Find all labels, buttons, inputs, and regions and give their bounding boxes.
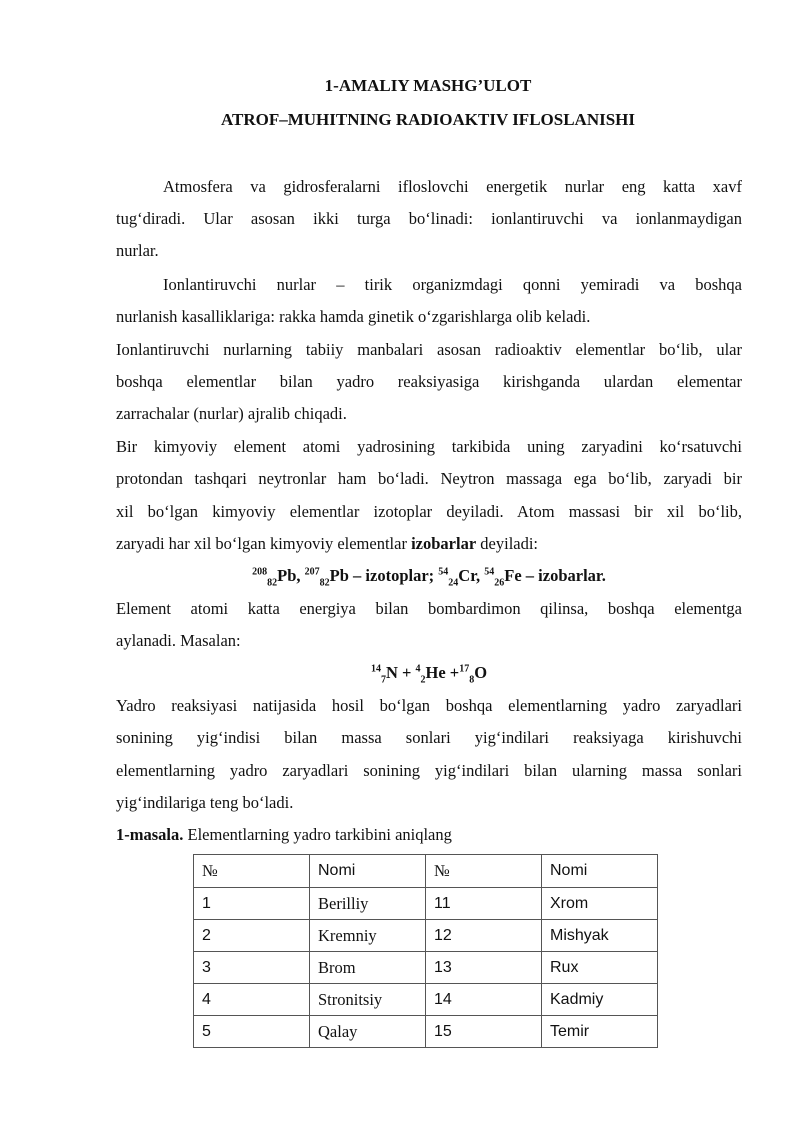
document-subtitle: ATROF–MUHITNING RADIOAKTIV IFLOSLANISHI [220,110,636,129]
table-header-cell: Nomi [542,855,658,888]
paragraph-1-line-2: tug‘diradi. Ular asosan ikki turga bo‘linadi: ionlantiruvchi va ionlanmaydigan [116,209,742,228]
task-text: Elementlarning yadro tarkibini aniqlang [183,825,452,844]
reaction-formula: $^{14}_7$N + $^4_2$He +$^{17}_8$O [370,663,488,686]
paragraph-4-line-4: zaryadi har xil bo‘lgan kimyoviy elementlar izobarlar deyiladi: [116,534,539,553]
paragraph-4-line-1: Bir kimyoviy element atomi yadrosining tarkibida uning zaryadini ko‘rsatuvchi [116,437,742,456]
table-cell: Berilliy [310,888,426,920]
table-header-cell: № [426,855,542,888]
document-title: 1-AMALIY MASHG’ULOT [324,76,532,95]
isotope-formula: $^{208}_{82}$Pb, $^{207}_{82}$Pb – izotoplar; $^{54}_{24}$Cr, $^{54}_{26}$Fe – izobarlar. [252,566,606,589]
table-cell: 13 [426,952,542,984]
paragraph-1-line-1: Atmosfera va gidrosferalarni ifloslovchi energetik nurlar eng katta xavf [163,177,742,196]
table-cell: Kadmiy [542,984,658,1016]
table-header-cell: № [194,855,310,888]
table-cell: 5 [194,1016,310,1048]
table-cell: 11 [426,888,542,920]
paragraph-6-line-1: Yadro reaksiyasi natijasida hosil bo‘lgan boshqa elementlarning yadro zaryadlari [116,696,742,715]
task-heading [116,825,742,845]
paragraph-3-line-1: Ionlantiruvchi nurlarning tabiiy manbalari asosan radioaktiv elementlar bo‘lib, ular [116,340,742,359]
paragraph-6-line-4: yig‘indilariga teng bo‘ladi. [116,793,294,812]
table-cell: Kremniy [310,920,426,952]
paragraph-2-line-2: nurlanish kasalliklariga: rakka hamda ginetik o‘zgarishlarga olib keladi. [116,307,591,326]
paragraph-3-line-3: zarrachalar (nurlar) ajralib chiqadi. [116,404,347,423]
table-cell: 1 [194,888,310,920]
paragraph-1-line-3: nurlar. [116,241,159,260]
table-cell: Rux [542,952,658,984]
table-cell: Brom [310,952,426,984]
table-cell: Temir [542,1016,658,1048]
table-cell: Xrom [542,888,658,920]
paragraph-6-line-2: sonining yig‘indisi bilan massa sonlari yig‘indilari reaksiyaga kirishuvchi [116,728,742,747]
table-cell: 15 [426,1016,542,1048]
paragraph-4-line-3: xil bo‘lgan kimyoviy elementlar izotoplar deyiladi. Atom massasi bir xil bo‘lib, [116,502,742,521]
table-cell: 14 [426,984,542,1016]
table-row [194,888,658,920]
term-izobarlar: izobarlar [411,534,477,553]
paragraph-5-line-1: Element atomi katta energiya bilan bombardimon qilinsa, boshqa elementga [116,599,742,618]
table-row [194,984,658,1016]
paragraph-2-line-1: Ionlantiruvchi nurlar – tirik organizmdagi qonni yemiradi va boshqa [163,275,742,294]
elements-table [193,854,658,1048]
paragraph-4-line-2: protondan tashqari neytronlar ham bo‘ladi. Neytron massaga ega bo‘lib, zaryadi bir [116,469,742,488]
table-row [194,920,658,952]
table-row [194,1016,658,1048]
paragraph-6-line-3: elementlarning yadro zaryadlari sonining yig‘indilari bilan ularning massa sonlari [116,761,742,780]
paragraph-3-line-2: boshqa elementlar bilan yadro reaksiyasiga kirishganda ulardan elementar [116,372,742,391]
table-cell: 2 [194,920,310,952]
table-cell: 12 [426,920,542,952]
table-cell: Mishyak [542,920,658,952]
task-label: 1-masala. [116,825,184,844]
table-header-cell: Nomi [310,855,426,888]
table-row [194,952,658,984]
table-cell: Qalay [310,1016,426,1048]
table-header-row [194,855,658,888]
table-cell: 4 [194,984,310,1016]
paragraph-5-line-2: aylanadi. Masalan: [116,631,241,650]
table-cell: Stronitsiy [310,984,426,1016]
table-cell: 3 [194,952,310,984]
